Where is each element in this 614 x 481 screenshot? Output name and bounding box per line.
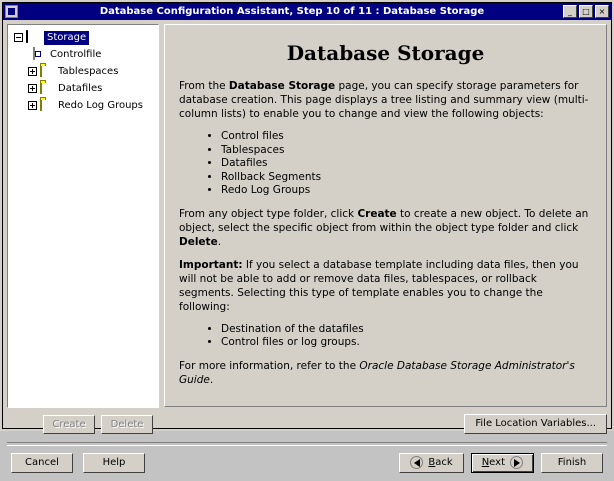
tree-node-datafiles[interactable] [10,80,156,97]
storage-tree[interactable] [7,24,159,408]
paragraph-cd-bold-delete: Delete [179,235,218,248]
list-item: • Control files [221,130,592,144]
tree-node-label: Redo Log Groups [58,99,143,111]
tree-node-redo-log-groups[interactable] [10,97,156,114]
list-item: • Rollback Segments [221,171,592,185]
left-panel [7,24,159,434]
folder-icon [40,82,54,95]
expand-toggle-icon[interactable] [28,101,37,110]
delete-button[interactable]: Delete [101,415,153,434]
help-button[interactable]: Help [83,453,145,473]
list-item: • Datafiles [221,157,592,171]
more-info-post: . [209,373,214,386]
paragraph-cd-bold-create: Create [357,207,397,220]
finish-button[interactable]: Finish [541,453,603,473]
paragraph-cd-post: . [217,235,222,248]
paragraph-more-info [179,359,592,387]
list-item: • Control files or log groups. [221,336,592,350]
paragraph-intro [179,79,592,121]
paragraph-important [179,258,592,314]
next-button-label: Next [481,457,505,468]
minimize-icon: _ [568,7,572,16]
application-window [2,2,612,468]
object-list [179,130,592,198]
back-button[interactable] [399,453,463,473]
folder-icon [40,99,54,112]
tree-node-label: Datafiles [58,82,103,94]
list-item: • Destination of the datafiles [221,323,592,337]
page-title: Database Storage [286,41,485,65]
create-button[interactable]: Create [43,415,95,434]
window-title: Database Configuration Assistant, Step 10 of 11 : Database Storage [99,6,485,17]
file-location-variables-button[interactable]: File Location Variables... [464,414,607,434]
tree-node-label: Tablespaces [58,65,119,77]
close-icon: × [598,7,606,16]
title-bar [3,3,611,20]
tree-actions [7,415,159,434]
nav-right-group [399,453,603,473]
cancel-button[interactable]: Cancel [11,453,73,473]
minimize-button[interactable] [563,5,577,18]
content-actions [164,414,607,434]
navigation-bar [7,446,607,477]
tree-node-tablespaces[interactable] [10,63,156,80]
right-panel [164,24,607,434]
paragraph-create-delete [179,207,592,249]
folder-icon [40,65,54,78]
list-item: • Tablespaces [221,144,592,158]
main-area [7,24,607,434]
expand-toggle-icon[interactable] [28,84,37,93]
next-arrow-icon [510,456,523,469]
template-list [179,323,592,350]
content-pane [164,24,607,407]
back-arrow-icon [410,456,423,469]
more-info-guide-title: Oracle Database Storage Administrator's Guide [179,359,575,386]
maximize-icon: □ [582,7,590,16]
window-body [3,20,611,481]
database-icon [26,31,40,44]
important-label: Important: [179,258,243,271]
paragraph-intro-bold: Database Storage [228,80,336,92]
nav-left-group [11,453,145,473]
more-info-pre: For more information, refer to the [179,359,360,372]
next-button[interactable] [471,453,534,473]
expand-toggle-icon[interactable] [28,67,37,76]
maximize-button[interactable] [579,5,593,18]
close-button[interactable] [595,5,609,18]
paragraph-intro-post: page, you can specify storage parameters for database creation. This page displays a tree listing and summary view (multi-column lists) to enable you to change and view the following objects: [179,80,589,120]
database-icon [5,5,18,18]
paragraph-cd-mid: to create a new object. To delete an object, select the specific object from within the object type folder and click [179,207,589,234]
tree-node-label: Storage [44,31,89,45]
controlfile-icon [32,48,46,61]
paragraph-cd-pre: From any object type folder, click [179,207,358,220]
important-text: If you select a database template including data files, then you will not be able to add or remove data files, tablespaces, or rollback segments. Selecting this type of template enables you to change the following: [179,258,579,313]
tree-node-storage[interactable] [10,29,156,46]
tree-node-controlfile[interactable] [10,46,156,63]
list-item: • Redo Log Groups [221,184,592,198]
back-button-label: Back [428,457,453,468]
expand-toggle-icon[interactable] [14,33,23,42]
tree-node-label: Controlfile [50,48,102,60]
paragraph-intro-pre: From the [179,80,229,92]
window-controls [563,5,609,18]
